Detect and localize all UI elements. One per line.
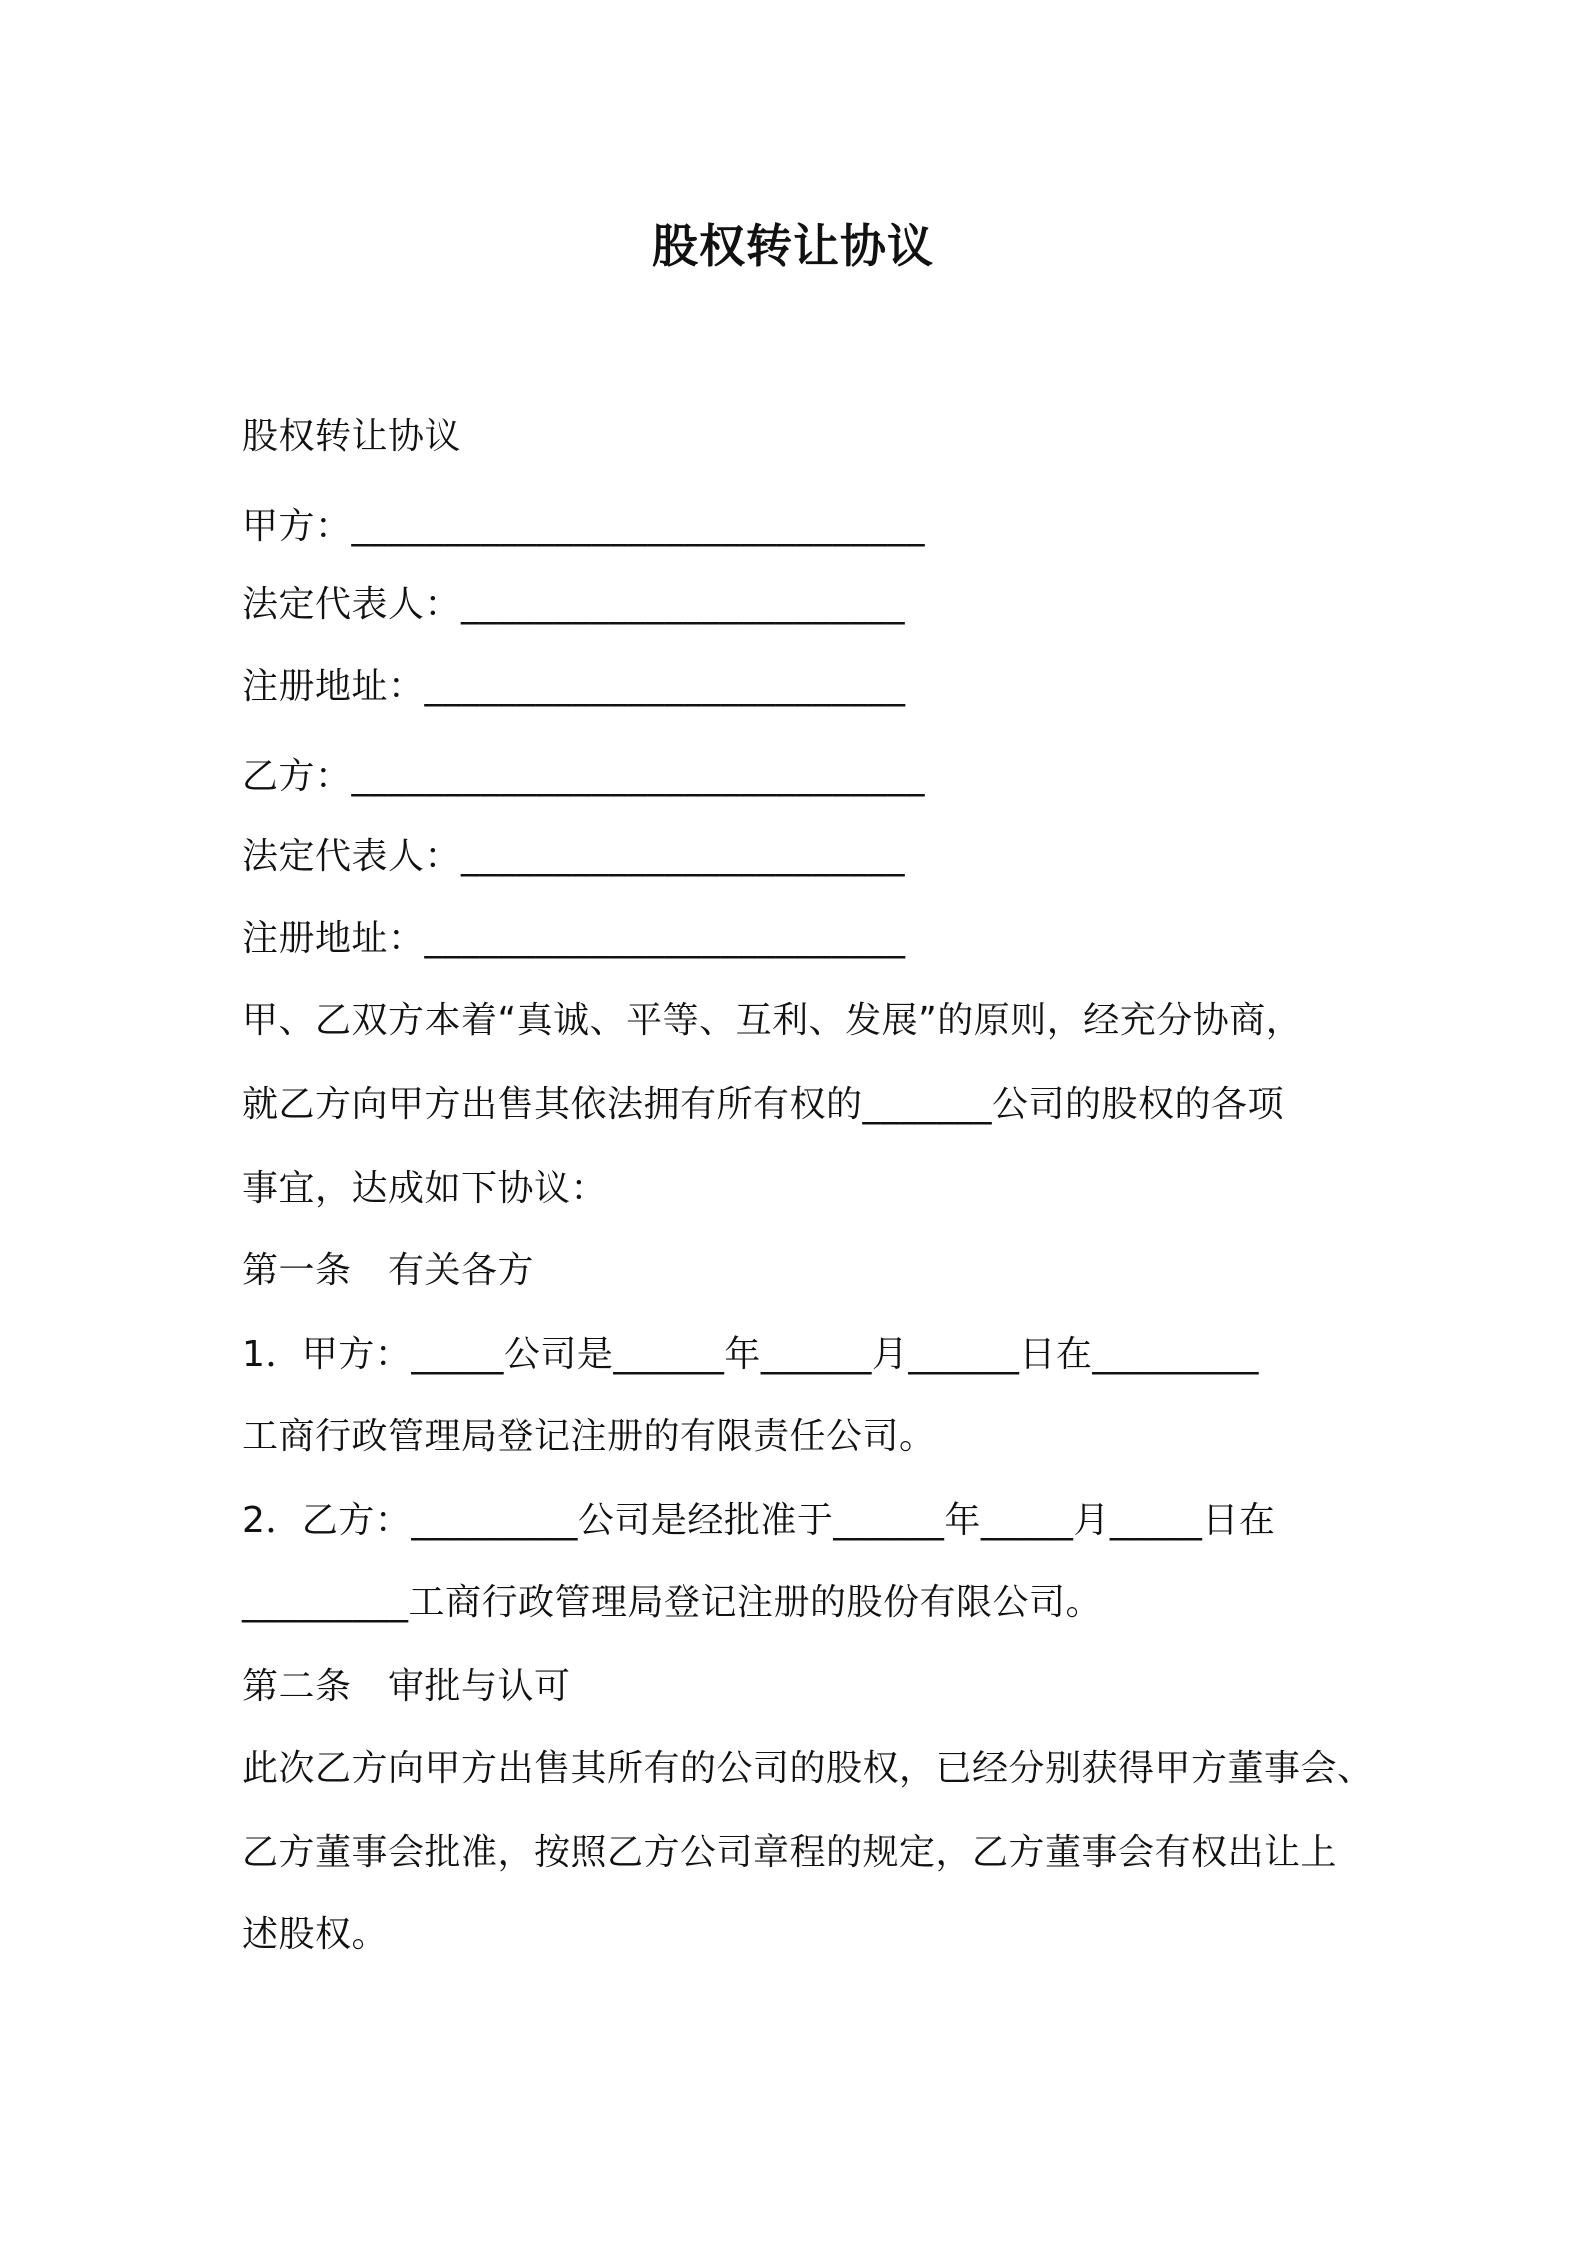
article-2-line-3: 述股权。 — [242, 1914, 389, 1955]
article-1-item-2-line-1: 2．乙方：_________公司是经批准于______年_____月_____日在 — [242, 1500, 1276, 1541]
article-2-line-1: 此次乙方向甲方出售其所有的公司的股权，已经分别获得甲方董事会、 — [242, 1748, 1374, 1789]
preamble-line-2: 就乙方向甲方出售其依法拥有所有权的_______公司的股权的各项 — [242, 1084, 1285, 1125]
preamble-line-1: 甲、乙双方本着“真诚、平等、互利、发展”的原则，经充分协商， — [242, 1000, 1303, 1041]
article-1-item-2-line-2: _________工商行政管理局登记注册的股份有限公司。 — [242, 1582, 1103, 1623]
article-2-line-2: 乙方董事会批准，按照乙方公司章程的规定，乙方董事会有权出让上 — [242, 1832, 1338, 1873]
party-a-address-line: 注册地址：__________________________ — [242, 666, 906, 707]
article-2-heading: 第二条 审批与认可 — [242, 1666, 571, 1707]
document-title: 股权转让协议 — [652, 219, 934, 273]
article-1-item-1-line-1: 1．甲方：_____公司是______年______月______日在_________ — [242, 1334, 1259, 1375]
party-a-representative-line: 法定代表人：________________________ — [242, 584, 906, 625]
party-b-line: 乙方：_______________________________ — [242, 756, 926, 797]
party-b-address-line: 注册地址：__________________________ — [242, 918, 906, 959]
article-1-heading: 第一条 有关各方 — [242, 1250, 535, 1291]
preamble-line-3: 事宜，达成如下协议： — [242, 1168, 608, 1209]
article-1-item-1-line-2: 工商行政管理局登记注册的有限责任公司。 — [242, 1416, 936, 1457]
party-a-line: 甲方：_______________________________ — [242, 506, 926, 547]
subtitle-line: 股权转让协议 — [242, 416, 462, 457]
party-b-representative-line: 法定代表人：________________________ — [242, 836, 906, 877]
